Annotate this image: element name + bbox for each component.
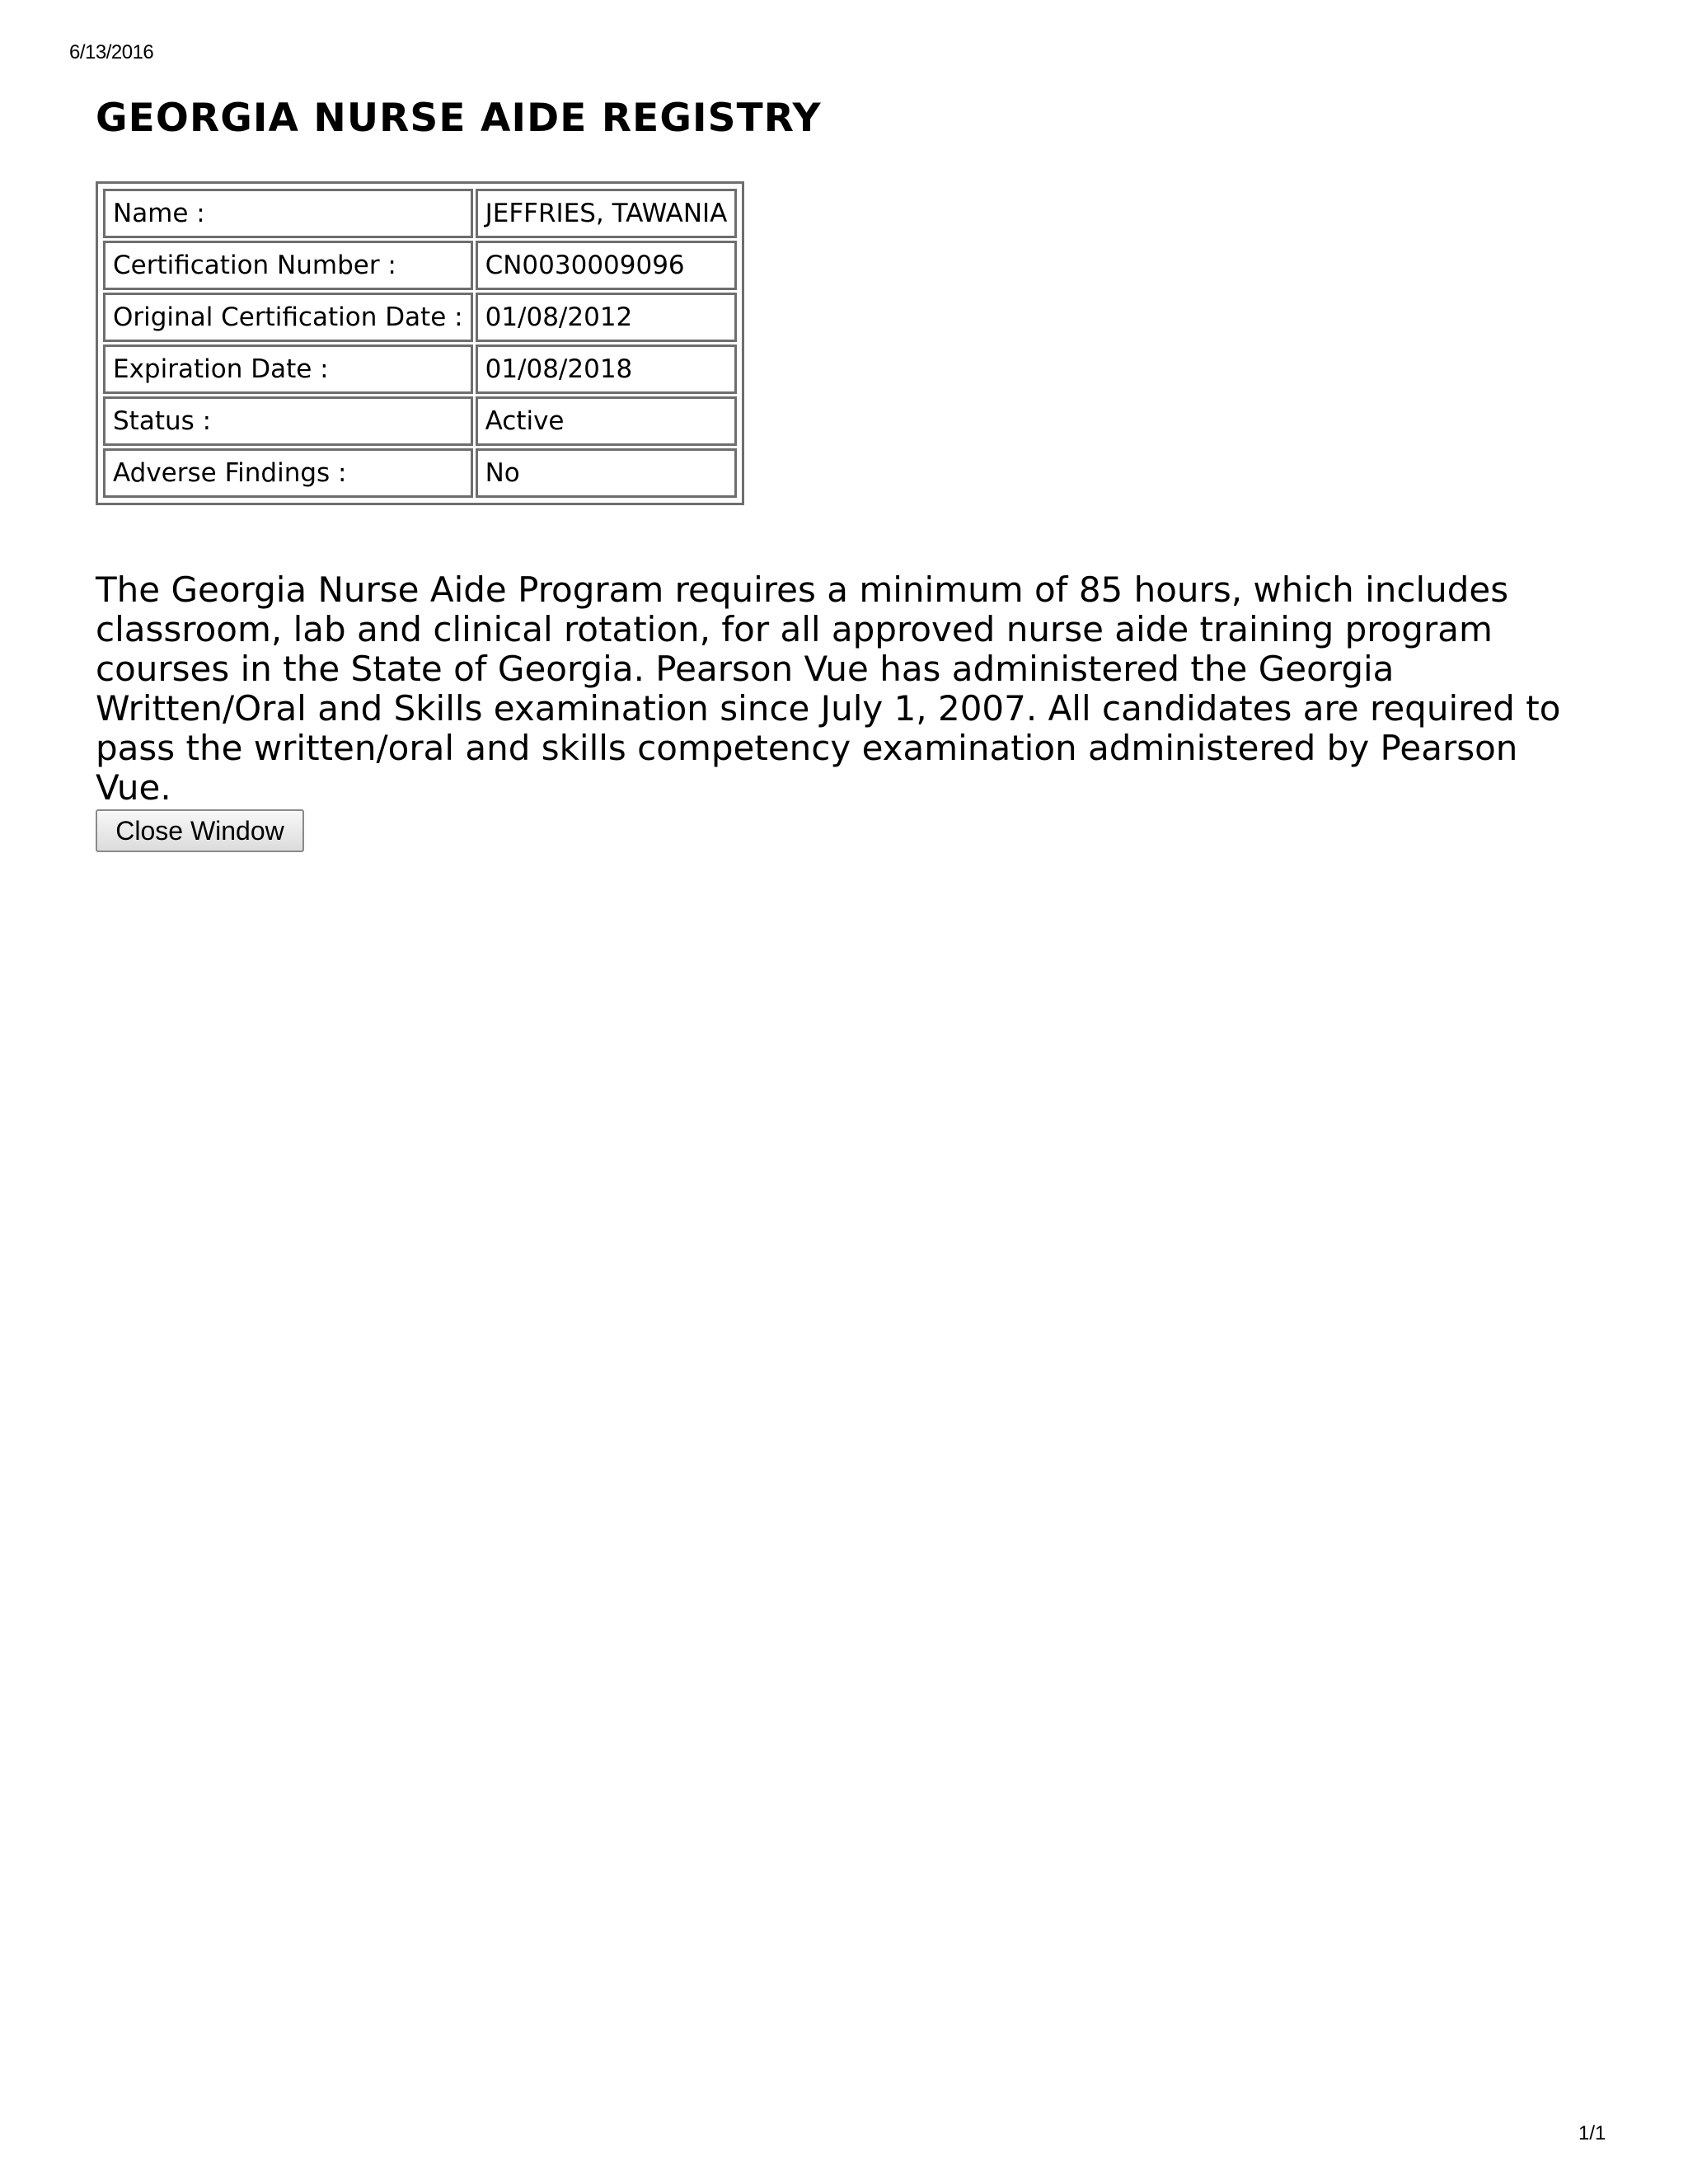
row-label: Expiration Date : [103, 344, 473, 394]
table-row-adverse-findings [103, 448, 737, 498]
row-value: Active [476, 396, 738, 446]
table-row-expiration-date [103, 344, 737, 394]
row-label: Name : [103, 189, 473, 238]
close-window-button[interactable]: Close Window [96, 809, 304, 852]
row-value: 01/08/2018 [476, 344, 738, 394]
row-label: Adverse Findings : [103, 448, 473, 498]
row-label: Status : [103, 396, 473, 446]
row-value: No [476, 448, 738, 498]
row-value: 01/08/2012 [476, 293, 738, 342]
print-date: 6/13/2016 [69, 41, 154, 63]
row-value: JEFFRIES, TAWANIA [476, 189, 738, 238]
table-row-name [103, 189, 737, 238]
table-row-status [103, 396, 737, 446]
row-label: Original Certification Date : [103, 293, 473, 342]
row-label: Certification Number : [103, 241, 473, 290]
program-description: The Georgia Nurse Aide Program requires a minimum of 85 hours, which includes classroom, lab and clinical rotation, for all approved nurse aide training program courses in the State of Georgia. Pearson Vue has administered the Georgia Written/Oral and Skills examination since July 1, 2007. All candidates are required to pass the written/oral and skills competency examination administered by Pearson Vue. [96, 569, 1561, 808]
page-title: GEORGIA NURSE AIDE REGISTRY [96, 96, 822, 141]
certification-details-table [96, 181, 744, 505]
page-number: 1/1 [1578, 2122, 1606, 2144]
row-value: CN0030009096 [476, 241, 738, 290]
table-row-certification-number [103, 241, 737, 290]
table-row-original-certification-date [103, 293, 737, 342]
